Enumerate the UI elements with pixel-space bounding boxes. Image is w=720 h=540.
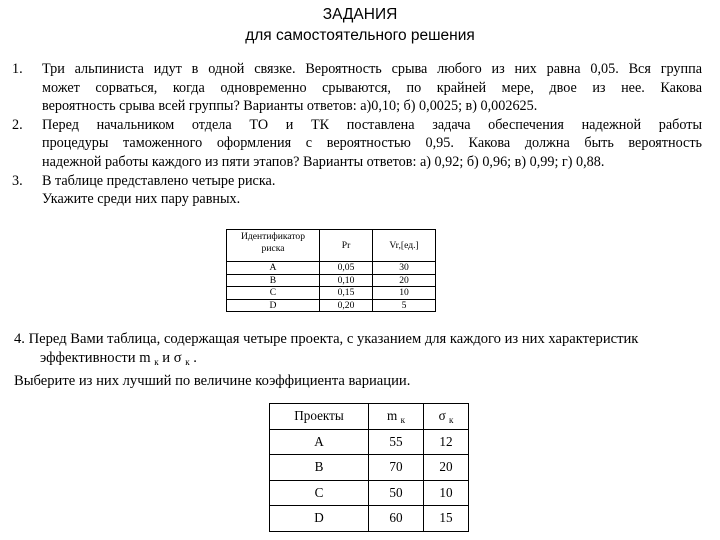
table-row bbox=[227, 287, 436, 300]
table-cell: B bbox=[270, 455, 369, 481]
table-row bbox=[227, 299, 436, 312]
table-cell: 10 bbox=[424, 480, 469, 506]
task-text-line: Укажите среди них пару равных. bbox=[42, 191, 241, 208]
table-cell: 55 bbox=[369, 429, 424, 455]
table-cell: A bbox=[270, 429, 369, 455]
task-text-line: процедуры таможенного оформления с вероятностью 0,95. Какова должна быть вероятность bbox=[42, 135, 702, 152]
task-text-line: 4. Перед Вами таблица, содержащая четыре проекта, с указанием для каждого из них характеристик bbox=[14, 331, 639, 347]
table-cell: 12 bbox=[424, 429, 469, 455]
table-row bbox=[270, 455, 469, 481]
table-cell: 0,15 bbox=[320, 287, 373, 300]
table-cell: B bbox=[227, 274, 320, 287]
table-cell: 20 bbox=[373, 274, 436, 287]
table-row bbox=[270, 506, 469, 532]
table-cell: C bbox=[270, 480, 369, 506]
task-number: 2. bbox=[12, 116, 23, 133]
task-text-line: Три альпиниста идут в одной связке. Вероятность срыва любого из них равна 0,05. Вся группа bbox=[42, 61, 702, 77]
task-number: 3. bbox=[12, 172, 23, 189]
project-table bbox=[269, 403, 469, 532]
page-title: ЗАДАНИЯ bbox=[322, 6, 398, 23]
table-cell: C bbox=[227, 287, 320, 300]
task-text-line: эффективности m $_к$ и σ $_к$ . bbox=[40, 350, 197, 367]
table-cell: 5 bbox=[373, 299, 436, 312]
table-cell: 10 bbox=[373, 287, 436, 300]
table-row bbox=[270, 429, 469, 455]
m-symbol: m bbox=[139, 350, 151, 366]
table-cell: D bbox=[270, 506, 369, 532]
column-header-m: m $_к$ bbox=[369, 404, 424, 430]
task-text-line: Перед начальником отдела ТО и ТК поставлена задача обеспечения надежной работы bbox=[42, 116, 702, 133]
task-text-line: вероятность срыва всей группы? Варианты ответов: а)0,10; б) 0,0025; в) 0,002625. bbox=[42, 98, 538, 115]
table-cell: 0,10 bbox=[320, 274, 373, 287]
column-header-vr: Vr,[ед.] bbox=[373, 230, 436, 262]
task-text-line: может сорваться, когда одновременно срываются, по крайней мере, двое из нее. Какова bbox=[42, 79, 702, 96]
table-cell: 20 bbox=[424, 455, 469, 481]
column-header-projects: Проекты bbox=[270, 404, 369, 430]
table-header-row bbox=[270, 404, 469, 430]
table-cell: A bbox=[227, 262, 320, 275]
tasks-list bbox=[12, 60, 702, 209]
task-text-line: надежной работы каждого из пяти этапов? Варианты ответов: а) 0,92; б) 0,96; в) 0,99; г) 0,88. bbox=[42, 153, 605, 170]
column-header-id: Идентификатор риска bbox=[227, 230, 320, 262]
table-row bbox=[227, 262, 436, 275]
task-2 bbox=[12, 116, 702, 172]
table-cell: 70 bbox=[369, 455, 424, 481]
sigma-symbol: σ bbox=[173, 350, 182, 366]
table-cell: 15 bbox=[424, 506, 469, 532]
table-row bbox=[270, 480, 469, 506]
task-text-line: Выберите из них лучший по величине коэффициента вариации. bbox=[14, 373, 411, 389]
risk-table bbox=[226, 229, 436, 312]
table-cell: D bbox=[227, 299, 320, 312]
table-header-row bbox=[227, 230, 436, 262]
column-header-sigma: σ $_к$ bbox=[424, 404, 469, 430]
task-text-line: В таблице представлено четыре риска. bbox=[42, 172, 276, 189]
task-4 bbox=[14, 330, 704, 391]
task-1 bbox=[12, 60, 702, 116]
column-header-pr: Pr bbox=[320, 230, 373, 262]
table-cell: 50 bbox=[369, 480, 424, 506]
task-number: 1. bbox=[12, 61, 23, 77]
page-subtitle: для самостоятельного решения bbox=[245, 27, 475, 44]
table-cell: 0,05 bbox=[320, 262, 373, 275]
table-cell: 30 bbox=[373, 262, 436, 275]
task-3 bbox=[12, 172, 702, 209]
table-cell: 60 bbox=[369, 506, 424, 532]
table-row bbox=[227, 274, 436, 287]
table-cell: 0,20 bbox=[320, 299, 373, 312]
